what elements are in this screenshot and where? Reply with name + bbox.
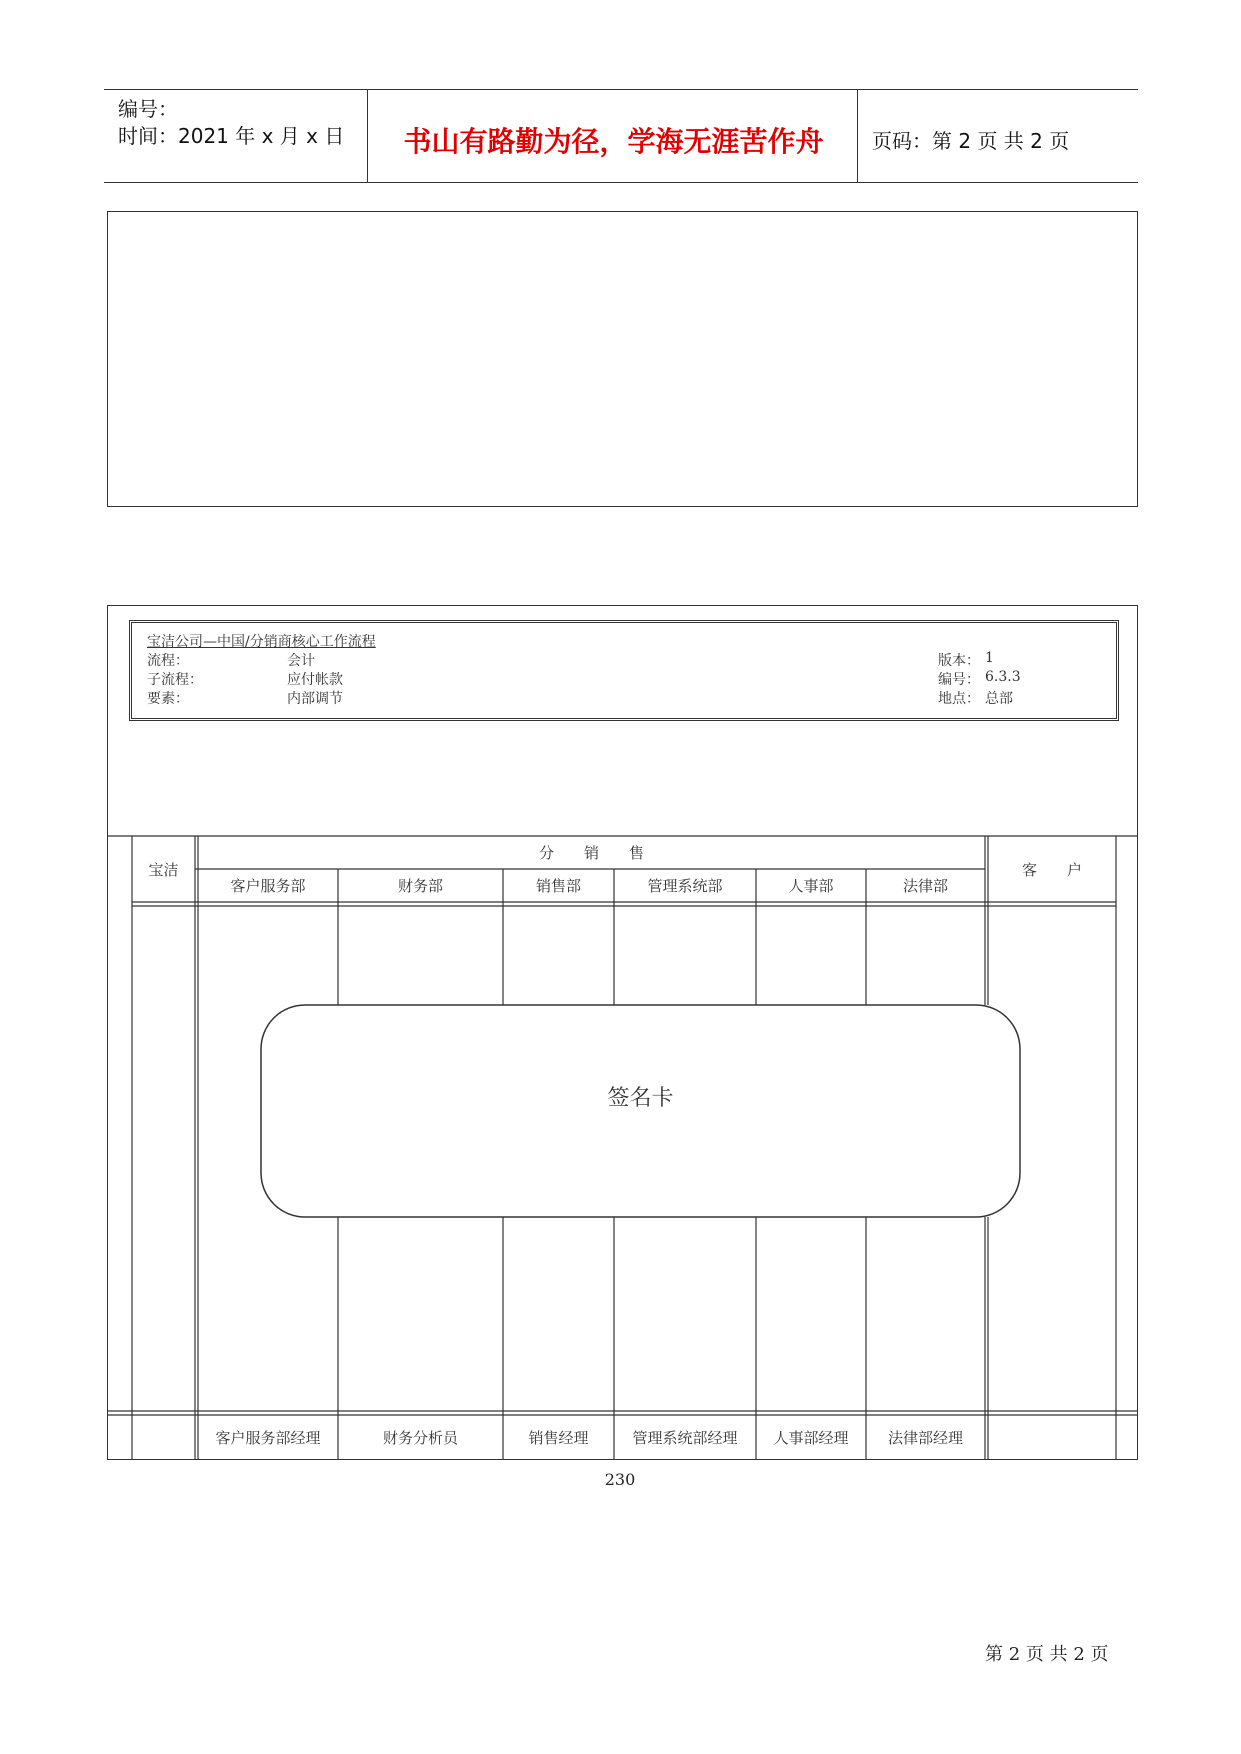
signature-card-label: 签名卡 xyxy=(607,1085,674,1111)
process-label: 流程： xyxy=(147,653,189,669)
distribution-group-header: 分 销 售 xyxy=(538,844,644,862)
pg-lane-header: 宝洁 xyxy=(148,860,179,879)
role-customer-service-manager: 客户服务部经理 xyxy=(215,1429,321,1447)
motto-title: 书山有路勤为径，学海无涯苦作舟 xyxy=(403,125,824,158)
location-label: 地点： xyxy=(938,691,980,707)
process-value: 会计 xyxy=(287,653,315,669)
code-label: 编号： xyxy=(938,672,980,688)
role-mis-manager: 管理系统部经理 xyxy=(632,1429,738,1447)
location-value: 总部 xyxy=(985,691,1013,707)
column-header-legal: 法律部 xyxy=(902,877,948,895)
customer-lane-header: 客 户 xyxy=(1021,860,1082,879)
page-indicator: 页码：第 2 页 共 2 页 xyxy=(872,129,1070,153)
role-financial-analyst: 财务分析员 xyxy=(382,1429,458,1447)
role-legal-manager: 法律部经理 xyxy=(887,1429,963,1447)
column-header-finance: 财务部 xyxy=(397,877,443,895)
doc-time-label: 时间：2021 年 x 月 x 日 xyxy=(118,124,345,148)
column-header-mis: 管理系统部 xyxy=(647,877,723,895)
version-value: 1 xyxy=(985,650,994,666)
role-hr-manager: 人事部经理 xyxy=(773,1429,849,1447)
form-title: 宝洁公司—中国/分销商核心工作流程 xyxy=(147,634,376,650)
column-header-sales: 销售部 xyxy=(535,877,581,895)
role-sales-manager: 销售经理 xyxy=(528,1429,589,1447)
subprocess-label: 子流程： xyxy=(147,672,203,688)
inner-page-number: 230 xyxy=(604,1470,636,1489)
subprocess-value: 应付帐款 xyxy=(287,672,343,688)
footer-page-indicator: 第 2 页 共 2 页 xyxy=(985,1644,1109,1665)
element-value: 内部调节 xyxy=(287,691,343,707)
column-header-hr: 人事部 xyxy=(788,877,834,895)
doc-number-label: 编号： xyxy=(118,97,178,121)
column-header-customer-service: 客户服务部 xyxy=(230,877,306,895)
element-label: 要素： xyxy=(147,691,189,707)
version-label: 版本： xyxy=(938,653,980,669)
code-value: 6.3.3 xyxy=(985,669,1021,685)
